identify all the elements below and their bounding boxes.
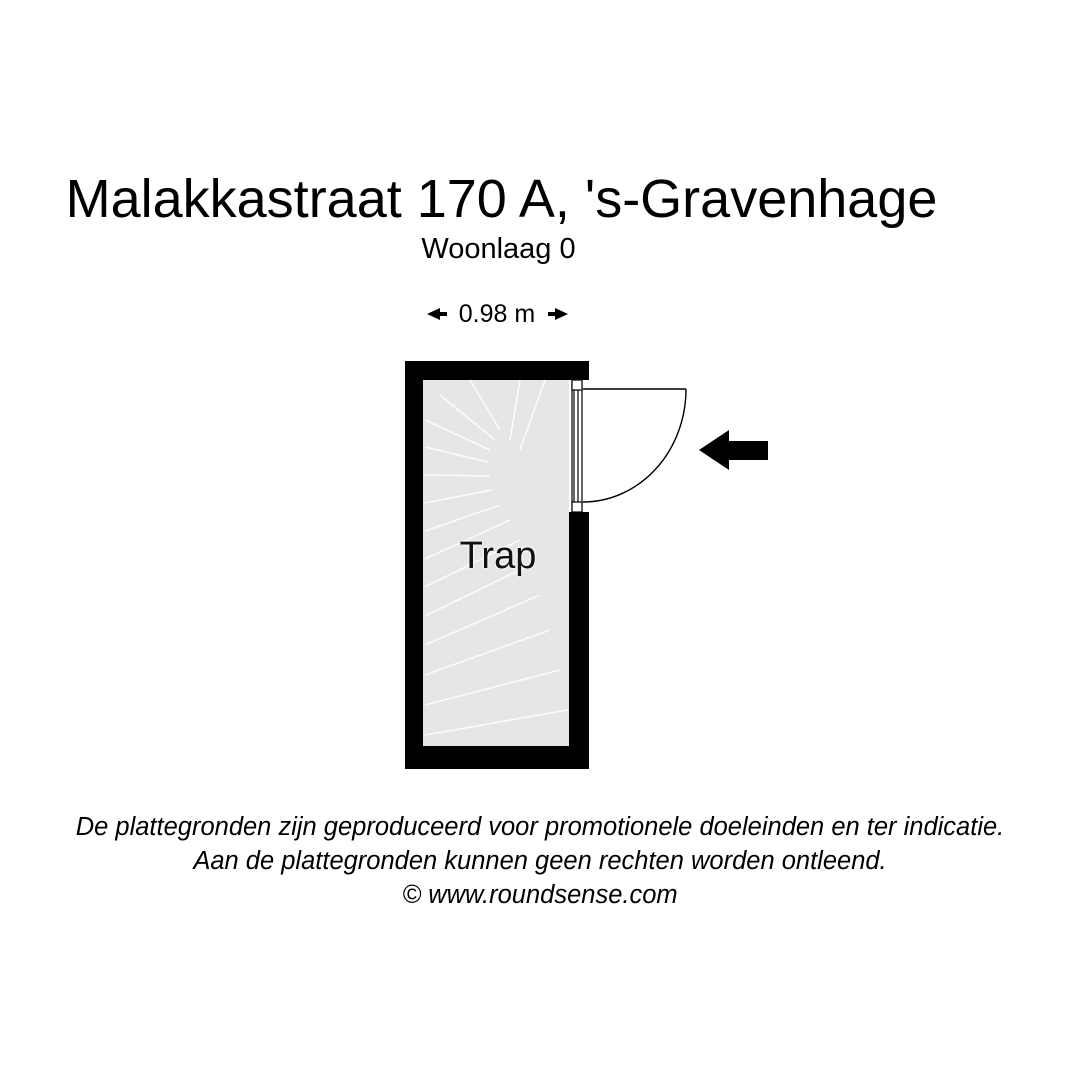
door-frame [572, 380, 582, 512]
disclaimer [0, 810, 1080, 912]
disclaimer-line-2: Aan de plattegronden kunnen geen rechten worden ontleend. [193, 847, 887, 875]
door-swing-arc [583, 389, 686, 502]
dimension-label: 0.98 m [458, 300, 536, 328]
disclaimer-line-1: De plattegronden zijn geproduceerd voor promotionele doeleinden en ter indicatie. [75, 813, 1005, 841]
wall-top [405, 361, 589, 380]
dimension-arrow-right-icon [548, 308, 568, 320]
wall-bottom [405, 746, 589, 769]
entrance-arrow-icon [699, 430, 768, 470]
room-label-trap: Trap [459, 535, 537, 577]
dimension-arrow-left-icon [427, 308, 447, 320]
property-address-title: Malakkastraat 170 A, 's-Gravenhage [65, 169, 938, 229]
door-swing [583, 389, 686, 502]
floor-level-subtitle: Woonlaag 0 [421, 233, 576, 265]
copyright-line: © www.roundsense.com [402, 881, 678, 909]
wall-right-upper-stub [569, 361, 589, 380]
